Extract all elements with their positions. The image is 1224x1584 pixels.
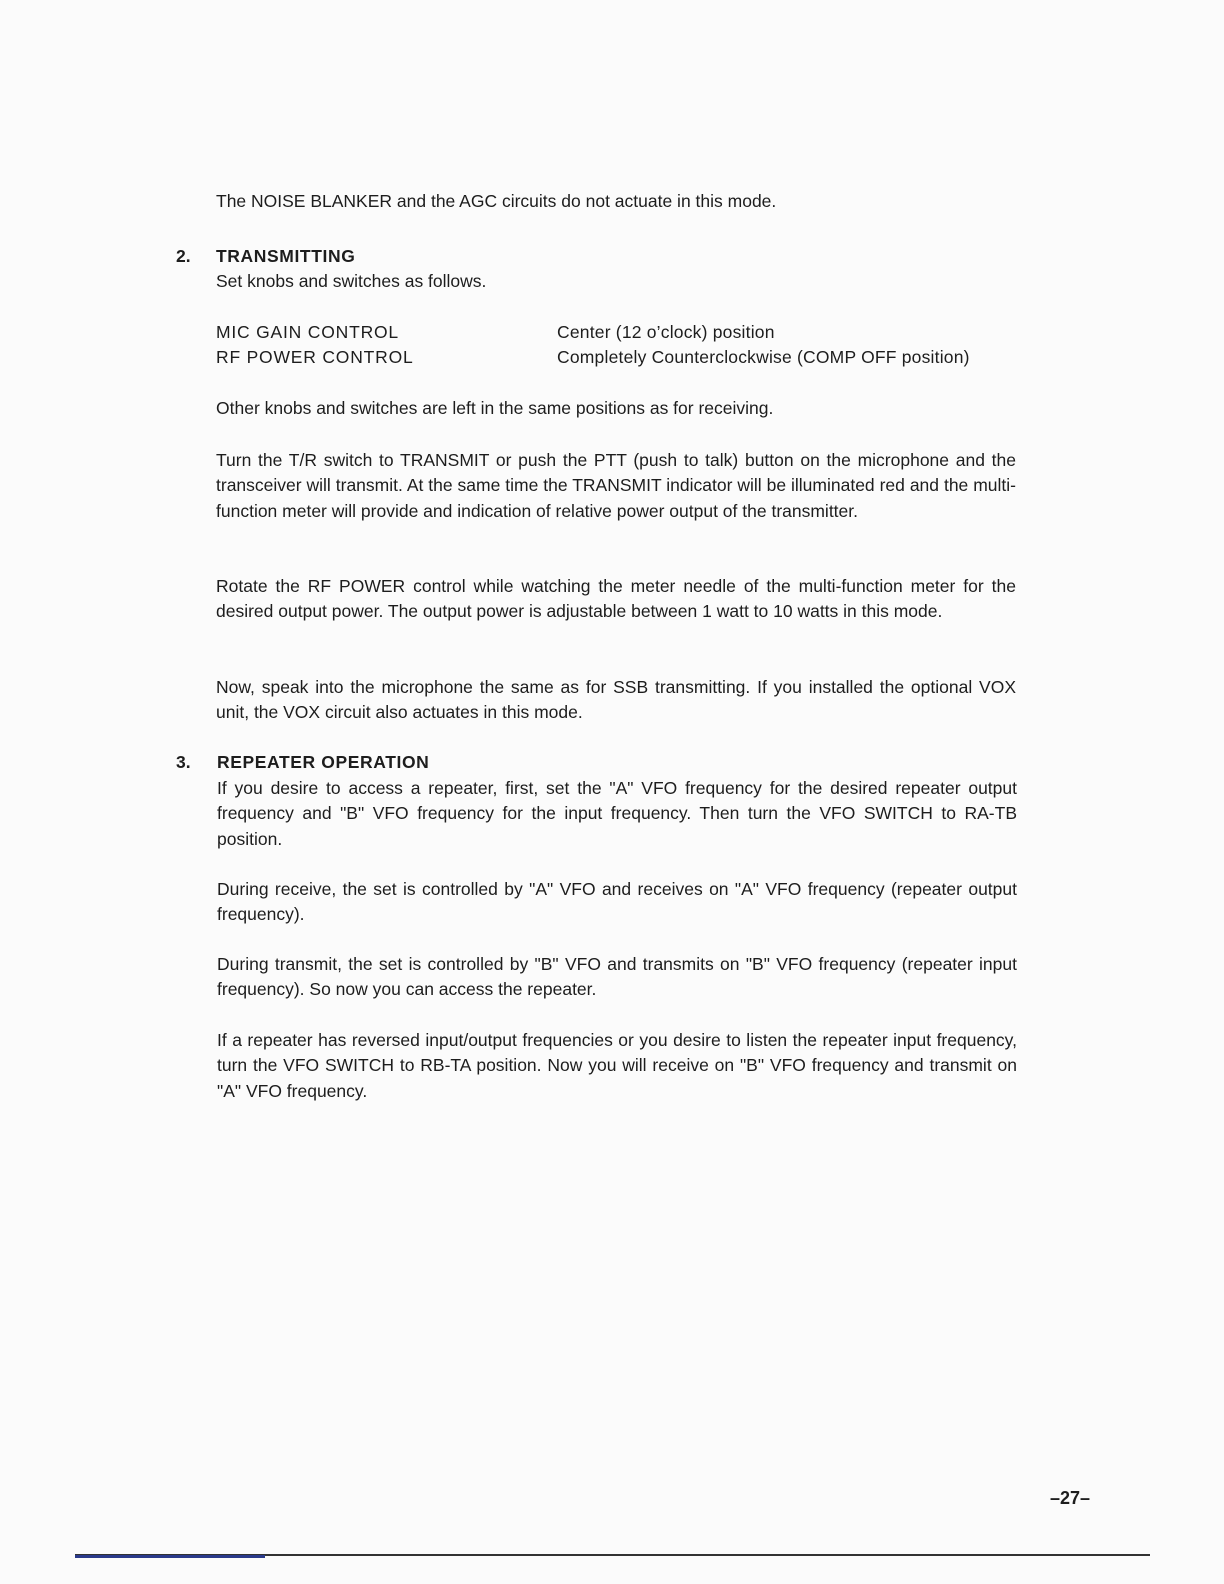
paragraph: During transmit, the set is controlled by "B" VFO and transmits on "B" VFO frequency (repeater input frequency). So now you can access the repeater. bbox=[217, 954, 1017, 1000]
paragraph: During receive, the set is controlled by "A" VFO and receives on "A" VFO frequency (repeater output frequency). bbox=[217, 879, 1017, 925]
control-setting-rf-power: Completely Counterclockwise (COMP OFF position) bbox=[557, 347, 970, 367]
paragraph: Turn the T/R switch to TRANSMIT or push the PTT (push to talk) button on the microphone and the transceiver will transmit. At the same time the TRANSMIT indicator will be illuminated red and the multi-function meter will provide and indication of relative power output of the transmitter. bbox=[216, 450, 1016, 521]
section-title-transmitting: TRANSMITTING bbox=[216, 246, 356, 266]
page-number: –27– bbox=[1050, 1488, 1091, 1508]
section-lead: Set knobs and switches as follows. bbox=[216, 271, 487, 291]
intro-line: The NOISE BLANKER and the AGC circuits do not actuate in this mode. bbox=[216, 191, 777, 211]
control-name-mic-gain: MIC GAIN CONTROL bbox=[216, 322, 399, 342]
control-setting-mic-gain: Center (12 o’clock) position bbox=[557, 322, 775, 342]
paragraph: Now, speak into the microphone the same as for SSB transmitting. If you installed the optional VOX unit, the VOX circuit also actuates in this mode. bbox=[216, 677, 1016, 723]
section-number: 3. bbox=[176, 752, 191, 772]
paragraph: If a repeater has reversed input/output frequencies or you desire to listen the repeater input frequency, turn the VFO SWITCH to RB-TA position. Now you will receive on "B" VFO frequency and transmit on "A" VFO frequency. bbox=[217, 1030, 1017, 1101]
section-number: 2. bbox=[176, 246, 191, 266]
section-title-repeater-operation: REPEATER OPERATION bbox=[217, 752, 430, 772]
paragraph: Other knobs and switches are left in the same positions as for receiving. bbox=[216, 398, 774, 418]
paragraph: If you desire to access a repeater, first, set the "A" VFO frequency for the desired repeater output frequency and "B" VFO frequency for the input frequency. Then turn the VFO SWITCH to RA-TB position. bbox=[217, 778, 1017, 849]
paragraph: Rotate the RF POWER control while watching the meter needle of the multi-function meter for the desired output power. The output power is adjustable between 1 watt to 10 watts in this mode. bbox=[216, 576, 1016, 622]
control-name-rf-power: RF POWER CONTROL bbox=[216, 347, 414, 367]
bottom-rule-accent bbox=[75, 1555, 265, 1558]
